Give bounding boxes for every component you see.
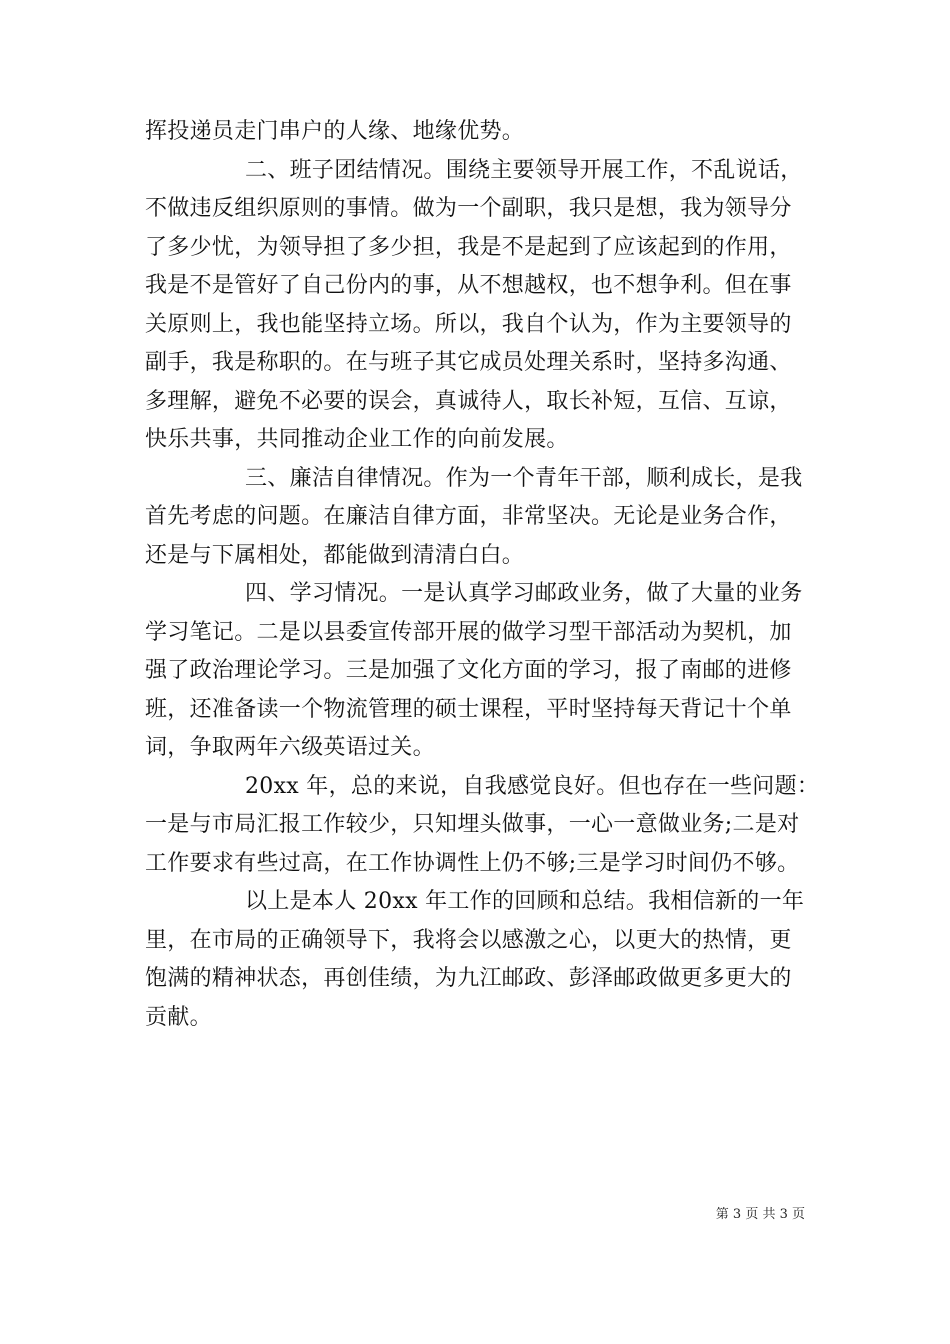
paragraph-line: 一是与市局汇报工作较少，只知埋头做事，一心一意做业务;二是对	[145, 812, 800, 837]
paragraph-line: 强了政治理论学习。三是加强了文化方面的学习，报了南邮的进修	[145, 658, 792, 683]
paragraph-first-line: 四、学习情况。一是认真学习邮政业务，做了大量的业务	[245, 581, 803, 606]
paragraph-line: 工作要求有些过高，在工作协调性上仍不够;三是学习时间仍不够。	[145, 850, 800, 876]
page-number-footer: 第 3 页 共 3 页	[715, 1207, 805, 1222]
paragraph-first-line: 以上是本人 20xx 年工作的回顾和总结。我相信新的一年	[245, 889, 805, 914]
paragraph-line: 关原则上，我也能坚持立场。所以，我自个认为，作为主要领导的	[145, 311, 792, 337]
paragraph-line: 了多少忧，为领导担了多少担，我是不是起到了应该起到的作用，	[145, 234, 792, 260]
paragraph-line: 班，还准备读一个物流管理的硕士课程，平时坚持每天背记十个单	[145, 696, 792, 722]
paragraph-line: 词，争取两年六级英语过关。	[145, 735, 435, 760]
paragraph-line: 多理解，避免不必要的误会，真诚待人，取长补短，互信、互谅，	[145, 388, 792, 414]
paragraph-first-line: 20xx 年，总的来说，自我感觉良好。但也存在一些问题：	[245, 773, 820, 799]
document-body	[145, 113, 820, 1037]
paragraph-first-line: 三、廉洁自律情况。作为一个青年干部，顺利成长，是我	[245, 465, 803, 491]
paragraph-line: 里，在市局的正确领导下，我将会以感激之心，以更大的热情，更	[145, 927, 792, 953]
paragraph-line: 还是与下属相处，都能做到清清白白。	[145, 542, 525, 568]
paragraph-line: 不做违反组织原则的事情。做为一个副职，我只是想，我为领导分	[145, 196, 792, 221]
paragraph-first-line: 二、班子团结情况。围绕主要领导开展工作，不乱说话，	[245, 157, 803, 183]
paragraph-line: 首先考虑的问题。在廉洁自律方面，非常坚决。无论是业务合作，	[145, 504, 792, 529]
paragraph-line: 贡献。	[145, 1004, 212, 1030]
paragraph-line: 快乐共事，共同推动企业工作的向前发展。	[145, 427, 569, 452]
paragraph-line: 副手，我是称职的。在与班子其它成员处理关系时，坚持多沟通、	[145, 350, 792, 375]
paragraph-line: 挥投递员走门串户的人缘、地缘优势。	[145, 119, 525, 144]
paragraph-line: 学习笔记。二是以县委宣传部开展的做学习型干部活动为契机，加	[145, 619, 792, 645]
paragraph-line: 我是不是管好了自己份内的事，从不想越权，也不想争利。但在事	[145, 273, 792, 298]
paragraph-line: 饱满的精神状态，再创佳绩，为九江邮政、彭泽邮政做更多更大的	[145, 966, 792, 991]
